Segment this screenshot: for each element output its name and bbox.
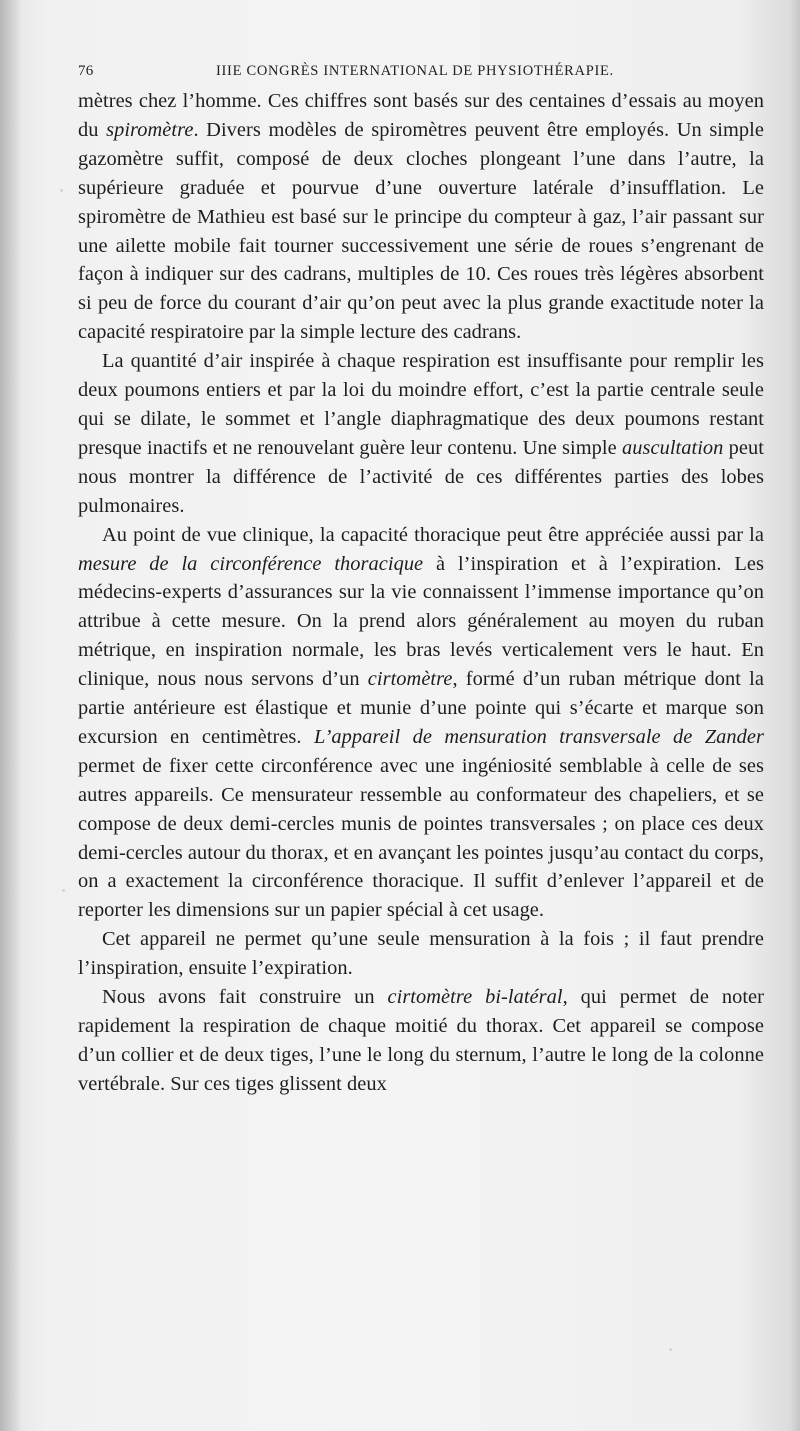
page-number: 76 (78, 63, 94, 79)
italic-term-zander-apparatus: L’appareil de mensuration transversale de Zander (313, 725, 764, 748)
running-head (78, 58, 764, 86)
paragraph-air-quantity (78, 347, 764, 520)
text-run: Au point de vue clinique, la capacité thoracique peut être appréciée aussi par la (102, 523, 764, 546)
italic-term-cirtometre: cirtomètre (367, 668, 453, 691)
text-run: Nous avons fait construire un (102, 986, 388, 1009)
italic-term-thoracic-circumference: mesure de la circonférence thoracique (78, 552, 424, 575)
text-run: permet de fixer cette circonférence avec une ingéniosité semblable à celle de ses autres appareils. Ce mensurateur ressemble au conformateur des chapeliers, et se compose de deux demi-cercles munis de pointes transversales ; on place ces deux demi-cercles autour du thorax, et en avançant les pointes jusqu’au contact du corps, on a exactement la circonférence thoracique. Il suffit d’enlever l’appareil et de reporter les dimensions sur un papier spécial à cet usage. (78, 754, 764, 922)
text-run: peut nous montrer la différence de l’activité de ces différentes parties des lobes pulmonaires. (78, 436, 764, 517)
italic-term-auscultation: auscultation (622, 436, 724, 459)
paragraph-single-measurement (78, 925, 764, 983)
text-run: , formé d’un ruban métrique dont la partie antérieure est élastique et munie d’une pointe qui s’écarte et marque son excursion en centimètres. (78, 668, 764, 748)
text-run: à l’inspiration et à l’expiration. Les médecins-experts d’assurances sur la vie connaissent l’immense importance qu’on attribue à cette mesure. On la prend alors généralement au moyen du ruban métrique, en inspiration normale, les bras levés verticalement vers le haut. En clinique, nous nous servons d’un (78, 552, 765, 691)
text-run: . Divers modèles de spiromètres peuvent être employés. Un simple gazomètre suffit, composé de deux cloches plongeant l’une dans l’autre, la supérieure graduée et pourvue d’une ouverture latérale d’insufflation. Le spiromètre de Mathieu est basé sur le principe du compteur à gaz, l’air passant sur une ailette mobile fait tourner successivement une série de roues s’engrenant de façon à indiquer sur des cadrans, multiples de 10. Ces roues très légères absorbent si peu de force du courant d’air qu’on peut avec la plus grande exactitude noter la capacité respiratoire par la simple lecture des cadrans. (78, 118, 764, 344)
text-run: mètres chez l’homme. Ces chiffres sont basés sur des centaines d’essais au moyen du (78, 90, 764, 141)
running-head-title: IIIE CONGRÈS INTERNATIONAL DE PHYSIOTHÉRAPIE. (216, 63, 614, 79)
body-text (78, 87, 764, 1099)
paragraph-bilateral-cirtometre (78, 983, 764, 1099)
paper-spot (62, 889, 65, 892)
text-run: , qui permet de noter rapidement la respiration de chaque moitié du thorax. Cet appareil se compose d’un collier et de deux tiges, l’une le long du sternum, l’autre le long de la colonne vertébrale. Sur ces tiges glissent deux (78, 986, 764, 1095)
page-edge-shadow (790, 0, 800, 1431)
italic-term-spirometre: spiromètre (106, 118, 194, 141)
paragraph-continued-capacity (78, 87, 764, 347)
paper-spot (669, 1348, 672, 1351)
binding-shadow (0, 0, 22, 1431)
text-run: Cet appareil ne permet qu’une seule mensuration à la fois ; il faut prendre l’inspiration, ensuite l’expiration. (78, 928, 764, 980)
italic-term-bilateral-cirtometre: cirtomètre bi-latéral (387, 986, 563, 1009)
paragraph-thoracic-measure (78, 521, 764, 926)
text-run: La quantité d’air inspirée à chaque respiration est insuffisante pour remplir les deux poumons entiers et par la loi du moindre effort, c’est la partie centrale seule qui se dilate, le sommet et l’angle diaphragmatique des deux poumons restant presque inactifs et ne renouvelant guère leur contenu. Une simple (78, 350, 764, 459)
paper-spot (60, 189, 63, 192)
